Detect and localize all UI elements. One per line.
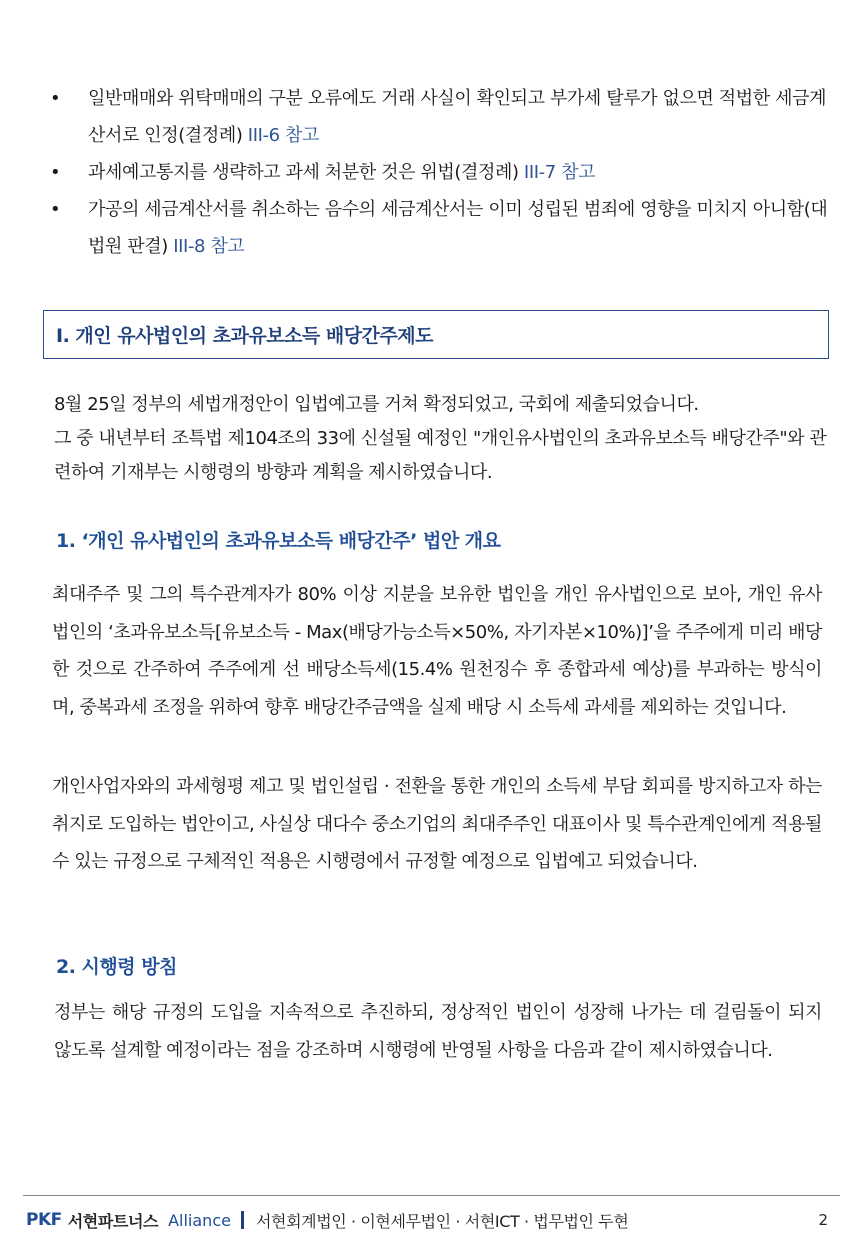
footer-separator [241, 1211, 244, 1229]
affiliate-list: 서현회계법인 · 이현세무법인 · 서현ICT · 법무법인 두현 [255, 1211, 629, 1231]
bullet-item [48, 154, 828, 191]
reference-link: III-7 참고 [523, 162, 596, 183]
bullet-dot-icon: • [50, 162, 61, 183]
reference-link: III-6 참고 [247, 125, 319, 146]
subsection-heading-2: 2. 시행령 방침 [56, 956, 177, 978]
overview-paragraph-2: 개인사업자와의 과세형평 제고 및 법인설립 · 전환을 통한 개인의 소득세 부담 회피를 방지하고자 하는 취지로 도입하는 법안이고, 사실상 대다수 중소기업의 최대주주인 대표이사 및 특수관계인에게 적용될 수 있는 규정으로 구체적인 적용은 시행령에서 규정할 예정으로 입법예고 되었습니다. [52, 776, 822, 872]
bullet-text: 과세예고통지를 생략하고 과세 처분한 것은 위법(결정례) [88, 162, 524, 183]
policy-paragraph: 정부는 해당 규정의 도입을 지속적으로 추진하되, 정상적인 법인이 성장해 나가는 데 걸림돌이 되지 않도록 설계할 예정이라는 점을 강조하며 시행령에 반영될 사항을 다음과 같이 제시하였습니다. [54, 1002, 822, 1061]
intro-line-1: 8월 25일 정부의 세법개정안이 입법예고를 거쳐 확정되었고, 국회에 제출되었습니다. [54, 394, 699, 415]
bullet-item [48, 191, 828, 265]
footer-divider [23, 1195, 840, 1196]
reference-link: III-8 참고 [173, 236, 245, 257]
intro-line-2: 그 중 내년부터 조특법 제104조의 33에 신설될 예정인 "개인유사법인의 초과유보소득 배당간주"와 관련하여 기재부는 시행령의 방향과 계획을 제시하였습니다. [54, 428, 827, 483]
alliance-label: Alliance [168, 1210, 231, 1230]
bullet-item [48, 80, 828, 154]
pkf-logo: PKF [26, 1210, 62, 1230]
section-title: I. 개인 유사법인의 초과유보소득 배당간주제도 [56, 325, 433, 347]
subsection-heading-1: 1. ‘개인 유사법인의 초과유보소득 배당간주’ 법안 개요 [56, 530, 501, 552]
footer [26, 1208, 836, 1232]
bullet-text: 일반매매와 위탁매매의 구분 오류에도 거래 사실이 확인되고 부가세 탈루가 없으면 적법한 세금계산서로 인정(결정례) [88, 88, 827, 146]
bullet-dot-icon: • [50, 88, 61, 109]
section-header-box [43, 310, 829, 359]
intro-paragraph [54, 388, 834, 490]
brand-name: 서현파트너스 [67, 1211, 159, 1231]
bullet-dot-icon: • [50, 199, 61, 220]
bullet-list [48, 80, 828, 265]
page-number: 2 [818, 1211, 828, 1229]
overview-paragraph-1: 최대주주 및 그의 특수관계자가 80% 이상 지분을 보유한 법인을 개인 유사법인으로 보아, 개인 유사법인의 ‘초과유보소득[유보소득 - Max(배당가능소득×50%, 자기자본×10%)]’을 주주에게 미리 배당한 것으로 간주하여 주주에게 선 배당소득세(15.4% 원천징수 후 종합과세 예상)를 부과하는 방식이며, 중복과세 조정을 위하여 향후 배당간주금액을 실제 배당 시 소득세 과세를 제외하는 것입니다. [52, 584, 822, 718]
bullet-text: 가공의 세금계산서를 취소하는 음수의 세금계산서는 이미 성립된 범죄에 영향을 미치지 아니함(대법원 판결) [88, 199, 828, 257]
